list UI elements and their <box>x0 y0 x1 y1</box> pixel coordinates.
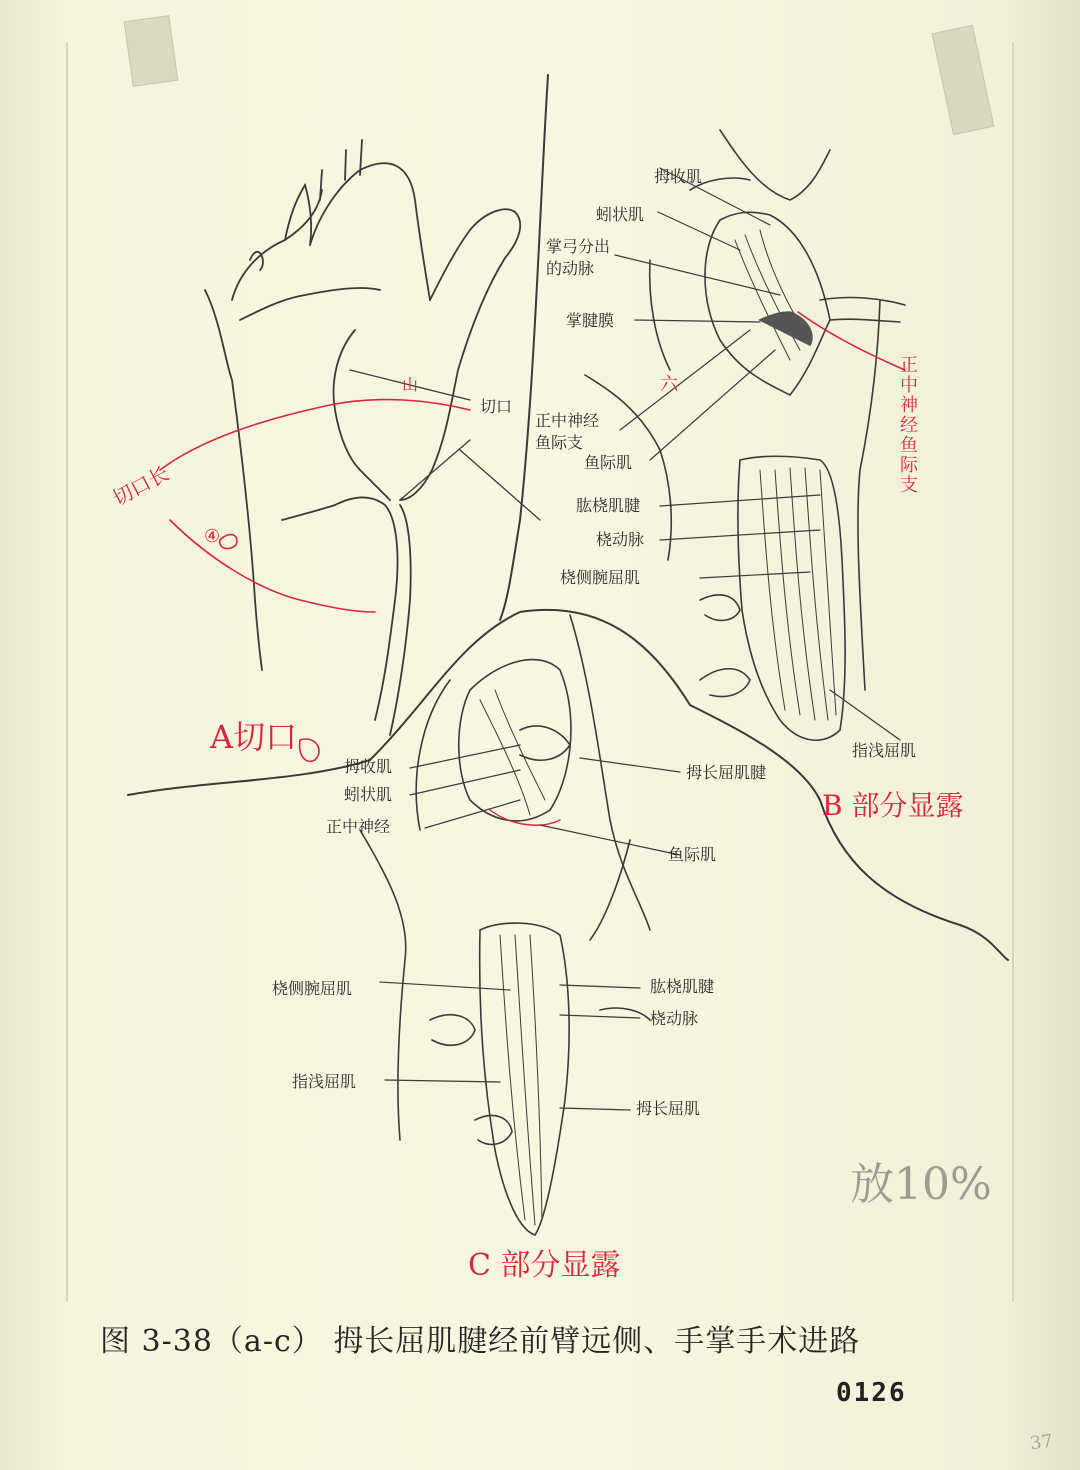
label-b-lumbrical: 蚓状肌 <box>596 205 645 224</box>
label-c-brachioradialis-tendon: 肱桡肌腱 <box>650 977 715 996</box>
annotation-panel-b-marks: 六 <box>660 374 678 395</box>
pencil-note: 放10% <box>850 1159 992 1210</box>
label-c-lumbrical: 蚓状肌 <box>344 785 393 804</box>
label-b-radial-artery: 桡动脉 <box>596 530 645 549</box>
label-b-palmar-arch-artery: 掌弓分出 的动脉 <box>546 237 611 278</box>
annotation-panel-b-id: B 部分显露 <box>822 789 964 822</box>
label-incision: 切口 <box>480 397 513 416</box>
label-c-thenar-muscle: 鱼际肌 <box>668 845 717 864</box>
panel-c-dissection <box>360 615 680 1235</box>
annotation-panel-a-id: A切口 <box>210 718 298 756</box>
label-b-fcr: 桡侧腕屈肌 <box>560 568 641 587</box>
annotation-panel-c-id: C 部分显露 <box>468 1248 621 1283</box>
corner-number: 37 <box>1028 1430 1055 1455</box>
label-b-palmar-aponeurosis: 掌腱膜 <box>566 311 615 330</box>
label-c-radial-artery: 桡动脉 <box>650 1009 699 1028</box>
figure-caption: 图 3-38（a-c） 拇长屈肌腱经前臂远侧、手掌手术进路 <box>100 1324 861 1359</box>
label-c-fcr: 桡侧腕屈肌 <box>272 979 353 998</box>
annotation-panel-b-side: 正中神经鱼际支 <box>900 355 918 496</box>
label-c-adductor-pollicis: 拇收肌 <box>344 757 393 776</box>
label-c-median-nerve: 正中神经 <box>326 817 391 836</box>
annotation-panel-a-side: 切口长 <box>108 461 173 511</box>
label-c-fpl-tendon: 拇长屈肌腱 <box>686 763 767 782</box>
label-b-brachioradialis-tendon: 肱桡肌腱 <box>576 496 641 515</box>
annotation-panel-a-marks: 山 <box>402 375 419 394</box>
label-c-fds: 指浅屈肌 <box>292 1072 357 1091</box>
label-b-fds: 指浅屈肌 <box>852 741 917 760</box>
label-c-fpl: 拇长屈肌 <box>636 1099 701 1118</box>
divider-vertical <box>500 75 548 620</box>
label-b-median-nerve-thenar: 正中神经 鱼际支 <box>535 411 600 452</box>
panel-a-hand <box>205 140 540 735</box>
label-b-adductor-pollicis: 拇收肌 <box>654 167 703 186</box>
page-number: 0126 <box>836 1378 907 1408</box>
annotation-panel-a-circled: ④ <box>204 526 221 547</box>
label-b-thenar-muscle: 鱼际肌 <box>584 453 633 472</box>
